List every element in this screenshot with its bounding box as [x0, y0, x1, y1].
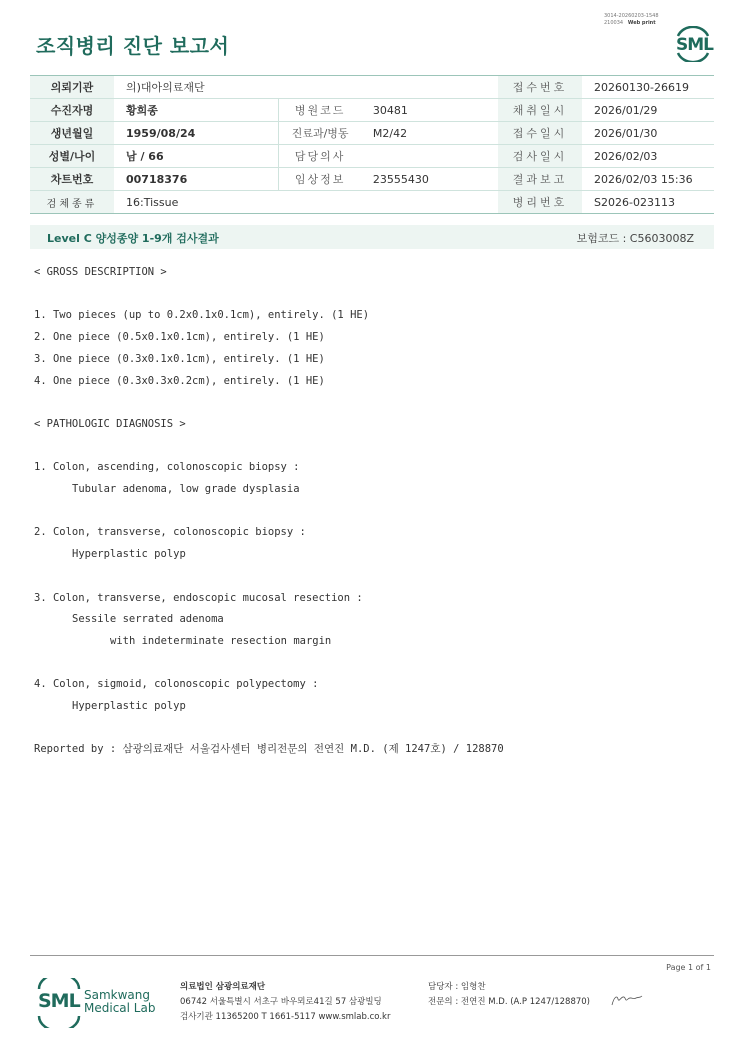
page-number: Page 1 of 1: [666, 963, 711, 972]
info-label-right: 병리번호: [498, 191, 582, 214]
diagnosis-result: Sessile serrated adenoma: [72, 613, 224, 626]
info-value-right: 20260130-26619: [582, 76, 714, 99]
footer-divider: [30, 955, 714, 956]
info-row: [30, 145, 714, 168]
info-label: 수진자명: [30, 99, 114, 122]
diagnosis-note: with indeterminate resection margin: [110, 634, 332, 647]
info-value-mid: [361, 145, 498, 168]
staff-info: [428, 980, 590, 1010]
print-meta: [604, 13, 659, 27]
sml-logo-word: SML: [676, 35, 713, 55]
info-row: [30, 76, 714, 99]
diagnosis-result: Hyperplastic polyp: [72, 548, 186, 561]
samkwang-name: Samkwang Medical Lab: [84, 988, 156, 1015]
info-label-right: 검사일시: [498, 145, 582, 168]
diagnosis-site: 1. Colon, ascending, colonoscopic biopsy :: [34, 461, 300, 474]
gross-item: 4. One piece (0.3x0.3x0.2cm), entirely. (1 HE): [34, 374, 325, 387]
gross-description-header: < GROSS DESCRIPTION >: [34, 266, 167, 278]
info-value: 00718376: [114, 168, 279, 191]
info-value: 의)대아의료재단: [114, 76, 498, 99]
diagnosis-result: Hyperplastic polyp: [72, 700, 186, 713]
staff-pathologist: 전문의 : 전연진 M.D. (A.P 1247/128870): [428, 997, 590, 1007]
gross-item: 1. Two pieces (up to 0.2x0.1x0.1cm), entirely. (1 HE): [34, 309, 370, 322]
info-label-mid: 진료과/병동: [279, 122, 361, 145]
info-label: 성별/나이: [30, 145, 114, 168]
pathologic-diagnosis-header: < PATHOLOGIC DIAGNOSIS >: [34, 417, 186, 430]
print-meta-line2: 210034 Web print: [604, 20, 656, 26]
info-value: 1959/08/24: [114, 122, 279, 145]
corp-contact: 검사기관 11365200 T 1661-5117 www.smlab.co.kr: [180, 1012, 391, 1022]
diagnosis-site: 3. Colon, transverse, endoscopic mucosal resection :: [34, 591, 363, 604]
info-label-mid: 담당의사: [279, 145, 361, 168]
info-value-mid: M2/42: [361, 122, 498, 145]
staff-contact: 담당자 : 임형찬: [428, 982, 486, 992]
info-label: 검체종류: [30, 191, 114, 214]
info-value-right: 2026/02/03 15:36: [582, 168, 714, 191]
info-label-right: 접수번호: [498, 76, 582, 99]
info-value-right: S2026-023113: [582, 191, 714, 214]
patient-info-table: [30, 75, 714, 214]
gross-item: 2. One piece (0.5x0.1x0.1cm), entirely. (1 HE): [34, 331, 325, 344]
corp-info: [180, 980, 390, 1025]
info-label-right: 채취일시: [498, 99, 582, 122]
info-value-right: 2026/01/29: [582, 99, 714, 122]
info-label-mid: 병원코드: [279, 99, 361, 122]
info-row: [30, 191, 714, 214]
corp-name: 의료법인 삼광의료재단: [180, 982, 266, 992]
info-value: 16:Tissue: [114, 191, 498, 214]
info-row: [30, 122, 714, 145]
insurance-code: 보험코드 : C5603008Z: [576, 232, 694, 245]
report-body: [34, 262, 714, 761]
report-title: 조직병리 진단 보고서: [36, 34, 230, 58]
info-label: 의뢰기관: [30, 76, 114, 99]
samkwang-logo: [36, 978, 186, 1028]
sml-logo-word: SML: [38, 990, 80, 1012]
info-value-right: 2026/02/03: [582, 145, 714, 168]
info-label: 생년월일: [30, 122, 114, 145]
info-label-right: 접수일시: [498, 122, 582, 145]
print-meta-line1: 3014-20260203-1548: [604, 13, 659, 19]
info-row: [30, 99, 714, 122]
info-row: [30, 168, 714, 191]
signature-icon: [610, 993, 644, 1007]
info-label: 차트번호: [30, 168, 114, 191]
info-value-mid: 30481: [361, 99, 498, 122]
corp-address: 06742 서울특별시 서초구 바우뫼로41길 57 삼광빌딩: [180, 997, 382, 1007]
diagnosis-site: 2. Colon, transverse, colonoscopic biopsy :: [34, 526, 306, 539]
reported-by: Reported by : 삼광의료재단 서울검사센터 병리전문의 전연진 M.D. (제 1247호) / 128870: [34, 743, 504, 756]
sml-logo: [672, 26, 714, 62]
info-value: 남 / 66: [114, 145, 279, 168]
diagnosis-result: Tubular adenoma, low grade dysplasia: [72, 483, 300, 496]
info-value-mid: 23555430: [361, 168, 498, 191]
test-result-band: [30, 225, 714, 249]
info-value: 황희종: [114, 99, 279, 122]
gross-item: 3. One piece (0.3x0.1x0.1cm), entirely. (1 HE): [34, 352, 325, 365]
info-label-right: 결과보고: [498, 168, 582, 191]
diagnosis-site: 4. Colon, sigmoid, colonoscopic polypectomy :: [34, 678, 319, 691]
info-value-right: 2026/01/30: [582, 122, 714, 145]
test-level-label: Level C 양성종양 1-9개 검사결과: [47, 232, 219, 245]
info-label-mid: 임상정보: [279, 168, 361, 191]
